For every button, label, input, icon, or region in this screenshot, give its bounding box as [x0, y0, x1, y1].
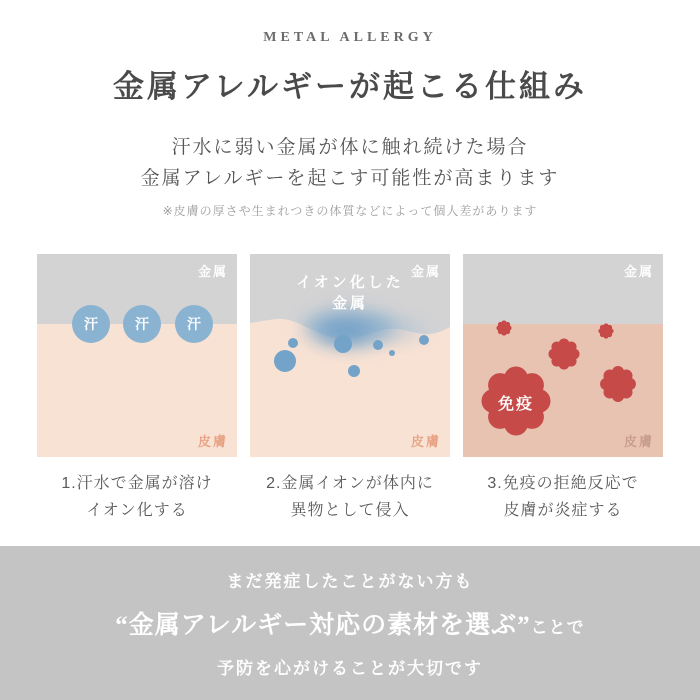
- skin-label: 皮膚: [623, 434, 654, 449]
- page-title: 金属アレルギーが起こる仕組み: [113, 69, 587, 104]
- sweat-label: 汗: [135, 316, 149, 332]
- step-captions: [0, 470, 700, 524]
- intro-line-1: 汗水に弱い金属が体に触れ続けた場合: [171, 137, 529, 158]
- step-caption-2-line-2: 異物として侵入: [290, 502, 410, 519]
- diagram-step-3: [463, 254, 663, 457]
- step-caption-3-line-2: 皮膚が炎症する: [503, 502, 623, 519]
- diagram-step-2: [250, 254, 450, 457]
- step-caption-1-line-1: 1.汗水で金属が溶け: [61, 475, 213, 492]
- sweat-drop-icon: [72, 305, 110, 343]
- metal-label: 金属: [410, 264, 441, 279]
- ionized-metal-line-2: 金属: [331, 295, 368, 312]
- step-caption-3: [463, 470, 663, 524]
- intro-line-2: 金属アレルギーを起こす可能性が高まります: [140, 168, 560, 189]
- footer-suffix: ことで: [530, 618, 585, 637]
- sweat-drop-icon: [175, 305, 213, 343]
- step-caption-1: [37, 470, 237, 524]
- immune-cell-icon: [600, 366, 636, 402]
- immune-label: 免疫: [497, 396, 534, 413]
- footer-emphasis: “金属アレルギー対応の素材を選ぶ”: [115, 612, 531, 639]
- step-caption-2-line-1: 2.金属イオンが体内に: [266, 475, 434, 492]
- footer-line-1: まだ発症したことがない方も: [226, 572, 474, 591]
- intro-note: ※皮膚の厚さや生まれつきの体質などによって個人差があります: [162, 204, 538, 218]
- eyebrow-text: METAL ALLERGY: [263, 30, 437, 45]
- immune-cell-icon: [496, 320, 511, 335]
- skin-label: 皮膚: [410, 434, 441, 449]
- sweat-label: 汗: [84, 316, 98, 332]
- step-caption-3-line-1: 3.免疫の拒絶反応で: [487, 475, 639, 492]
- immune-cell-icon: [598, 323, 613, 338]
- diagram-step-1: [37, 254, 237, 457]
- immune-cells-graphic: [463, 254, 663, 457]
- immune-cell-icon: [548, 338, 579, 369]
- footer-line-3: 予防を心がけることが大切です: [217, 659, 483, 678]
- intro-text: [0, 132, 700, 194]
- skin-label: 皮膚: [197, 434, 228, 449]
- sweat-label: 汗: [187, 316, 201, 332]
- ionized-metal-line-1: イオン化した: [296, 274, 404, 291]
- step-caption-2: [250, 470, 450, 524]
- metal-label: 金属: [197, 264, 228, 279]
- footer-line-2: [115, 605, 584, 641]
- sweat-drop-icon: [123, 305, 161, 343]
- step-caption-1-line-2: イオン化する: [86, 502, 188, 519]
- prevention-footer: [0, 546, 700, 700]
- metal-label: 金属: [623, 264, 654, 279]
- diagram-panels: [0, 254, 700, 457]
